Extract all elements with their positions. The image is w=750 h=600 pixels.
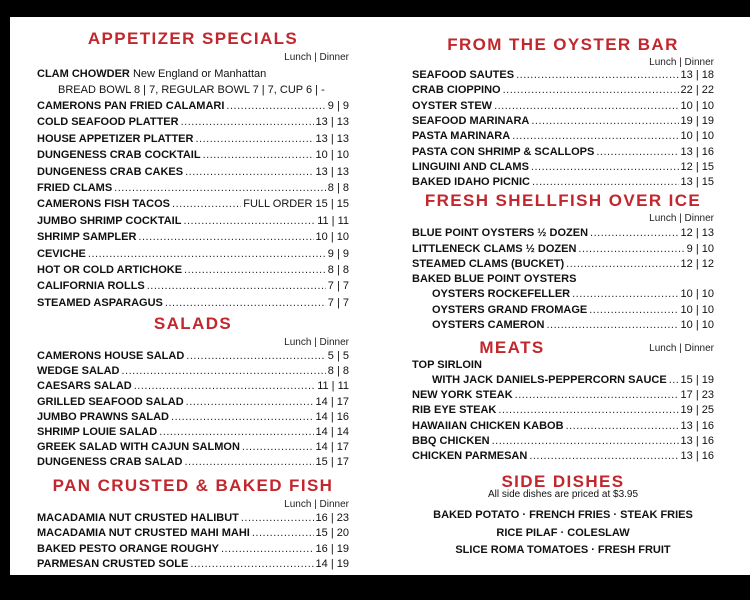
menu-item-name: CAMERONS HOUSE SALAD [37, 350, 185, 362]
menu-item-price: 7 | 7 [327, 296, 349, 309]
dot-leader [589, 303, 678, 317]
menu-item-name: BBQ CHICKEN [412, 434, 490, 447]
menu-item-price: 19 | 25 [680, 404, 714, 417]
menu-item-name: DUNGENESS CRAB COCKTAIL [37, 149, 201, 162]
menu-item-price: 9 | 10 [686, 242, 714, 255]
menu-item [412, 449, 714, 463]
menu-item [37, 557, 349, 571]
menu-item-name: SHRIMP SAMPLER [37, 231, 137, 244]
menu-item-name: RIB EYE STEAK [412, 404, 497, 417]
dot-leader [184, 455, 313, 469]
pan-crusted-fish-title: PAN CRUSTED & BAKED FISH [52, 476, 334, 495]
menu-item [412, 129, 714, 143]
menu-item-price: 13 | 16 [680, 145, 714, 158]
menu-item-price: 13 | 13 [315, 116, 349, 129]
lunch-dinner-label: Lunch | Dinner [649, 213, 714, 224]
menu-item [412, 287, 714, 301]
menu-item-price: 10 | 10 [315, 231, 349, 244]
menu-item [412, 419, 714, 433]
menu-item-price: 10 | 10 [680, 303, 714, 316]
dot-leader [242, 440, 314, 454]
dot-leader [532, 175, 679, 189]
menu-item-name: CAMERONS PAN FRIED CALAMARI [37, 100, 225, 112]
menu-item-price: 8 | 8 [327, 365, 349, 378]
menu-item-price: 16 | 23 [315, 512, 349, 524]
menu-item [37, 511, 349, 525]
dot-leader [578, 242, 684, 256]
menu-item-name: DUNGENESS CRAB CAKES [37, 165, 184, 178]
menu-item-name: SEAFOOD MARINARA [412, 114, 530, 127]
menu-item-name: JUMBO SHRIMP COCKTAIL [37, 214, 182, 227]
dot-leader [531, 160, 679, 174]
menu-item-price: 11 | 11 [317, 380, 349, 393]
dot-leader [529, 449, 678, 463]
menu-item-price: 10 | 10 [680, 130, 714, 143]
menu-item-name: OYSTER STEW [412, 99, 493, 112]
menu-page [10, 17, 750, 575]
menu-item-name: CRAB CIOPPINO [412, 84, 501, 97]
menu-item-price: 13 | 13 [315, 165, 349, 178]
menu-item-name: COLD SEAFOOD PLATTER [37, 116, 179, 129]
dot-leader [138, 230, 313, 244]
dot-leader [503, 83, 679, 97]
menu-item-name: LITTLENECK CLAMS ½ DOZEN [412, 242, 577, 255]
fresh-shellfish-title: FRESH SHELLFISH OVER ICE [424, 191, 702, 210]
menu-item [412, 318, 714, 332]
menu-item [412, 434, 714, 448]
appetizer-specials-title: APPETIZER SPECIALS [87, 29, 299, 48]
oyster-bar-title: FROM THE OYSTER BAR [447, 35, 679, 54]
dot-leader [165, 296, 326, 310]
menu-item-price: 10 | 10 [680, 288, 714, 300]
dot-leader [184, 263, 326, 277]
menu-item-name: MACADAMIA NUT CRUSTED HALIBUT [37, 512, 239, 524]
menu-item-name: SEAFOOD SAUTES [412, 69, 515, 81]
side-dishes-title: SIDE DISHES [501, 472, 625, 491]
menu-item-price: 14 | 14 [315, 426, 349, 438]
dot-leader [134, 379, 315, 393]
menu-item-price: 10 | 10 [680, 319, 714, 331]
menu-item-price: 17 | 23 [680, 389, 714, 401]
menu-item [37, 425, 349, 439]
menu-item-name: PASTA MARINARA [412, 130, 511, 143]
menu-item [37, 349, 349, 363]
dot-leader [147, 279, 326, 293]
menu-item-name: OYSTERS CAMERON [432, 319, 545, 331]
menu-item-price: 16 | 19 [315, 542, 349, 555]
clam-chowder-sizes: BREAD BOWL 8 | 7, REGULAR BOWL 7 | 7, CUP 6 | - [58, 84, 325, 96]
menu-item [412, 175, 714, 189]
lunch-dinner-label: Lunch | Dinner [649, 57, 714, 68]
menu-item-name: LINGUINI AND CLAMS [412, 160, 529, 173]
menu-item-price: 14 | 17 [315, 395, 349, 408]
dot-leader [190, 557, 313, 571]
side-dishes-note: All side dishes are priced at $3.95 [487, 489, 639, 500]
dot-leader [515, 388, 679, 402]
dot-leader [590, 226, 679, 240]
side-dishes-line-1: BAKED POTATO · FRENCH FRIES · STEAK FRIES [433, 509, 693, 521]
salads-title: SALADS [153, 314, 233, 333]
menu-item [37, 230, 349, 244]
lunch-dinner-label: Lunch | Dinner [649, 343, 714, 354]
menu-item-name: JUMBO PRAWNS SALAD [37, 410, 170, 423]
menu-item [37, 197, 349, 211]
dot-leader [114, 181, 326, 195]
dot-leader [498, 403, 678, 417]
menu-item [37, 364, 349, 378]
menu-item [37, 165, 349, 179]
menu-item [37, 395, 349, 409]
menu-item-name: MACADAMIA NUT CRUSTED MAHI MAHI [37, 527, 250, 540]
dot-leader [122, 364, 326, 378]
menu-item [412, 257, 714, 271]
dot-leader [203, 148, 314, 162]
dot-leader [186, 349, 325, 363]
lunch-dinner-label: Lunch | Dinner [284, 499, 349, 510]
menu-item-name: DUNGENESS CRAB SALAD [37, 456, 183, 469]
menu-item-price: 11 | 11 [317, 214, 349, 227]
dot-leader [181, 115, 314, 129]
menu-item [37, 263, 349, 277]
menu-item [412, 226, 714, 240]
dot-leader [572, 287, 678, 301]
baked-blue-point-oysters-header: BAKED BLUE POINT OYSTERS [412, 273, 577, 285]
dot-leader [492, 434, 679, 448]
menu-item-name: HOT OR COLD ARTICHOKE [37, 264, 183, 276]
menu-item-price: 13 | 18 [680, 69, 714, 81]
menu-item-price: 14 | 17 [315, 441, 349, 454]
menu-item-price: 8 | 8 [327, 182, 349, 194]
menu-item-name: BAKED PESTO ORANGE ROUGHY [37, 542, 219, 555]
menu-item-name: OYSTERS GRAND FROMAGE [432, 303, 588, 316]
menu-item [37, 99, 349, 113]
menu-item-price: 13 | 16 [680, 450, 714, 463]
menu-item [37, 379, 349, 393]
menu-item-clam-chowder: CLAM CHOWDER New England or Manhattan [37, 68, 267, 80]
side-dishes-line-3: SLICE ROMA TOMATOES · FRESH FRUIT [455, 544, 671, 556]
menu-item-name: STEAMED ASPARAGUS [37, 296, 163, 309]
dot-leader [183, 214, 315, 228]
menu-item [412, 83, 714, 97]
menu-item-name: BLUE POINT OYSTERS ½ DOZEN [412, 227, 589, 239]
menu-item-name: BAKED IDAHO PICNIC [412, 176, 530, 189]
menu-item [412, 68, 714, 82]
menu-item-name: CEVICHE [37, 247, 86, 260]
lunch-dinner-label: Lunch | Dinner [284, 337, 349, 348]
menu-item [412, 242, 714, 256]
menu-item-name: GREEK SALAD WITH CAJUN SALMON [37, 441, 240, 454]
menu-item-price: 7 | 7 [327, 280, 349, 293]
menu-item [412, 303, 714, 317]
dot-leader [186, 395, 314, 409]
menu-item-name: NEW YORK STEAK [412, 389, 513, 401]
menu-item-price: 12 | 12 [680, 258, 714, 270]
menu-item-name: PARMESAN CRUSTED SOLE [37, 557, 189, 570]
menu-item-name: HOUSE APPETIZER PLATTER [37, 132, 194, 145]
menu-item-price: 13 | 16 [680, 434, 714, 447]
dot-leader [221, 542, 314, 556]
menu-item-price: 10 | 10 [315, 149, 349, 162]
dot-leader [546, 318, 678, 332]
menu-item-name: CAESARS SALAD [37, 380, 132, 393]
dot-leader [512, 129, 678, 143]
lunch-dinner-label: Lunch | Dinner [284, 52, 349, 63]
menu-item [37, 542, 349, 556]
menu-item [37, 455, 349, 469]
menu-item [37, 115, 349, 129]
menu-item [412, 114, 714, 128]
menu-item-price: 8 | 8 [327, 264, 349, 276]
menu-item-price: 5 | 5 [327, 350, 349, 362]
menu-item [412, 403, 714, 417]
menu-item [412, 160, 714, 174]
menu-item-price: 13 | 15 [680, 176, 714, 189]
dot-leader [226, 99, 325, 113]
menu-item-name: SHRIMP LOUIE SALAD [37, 426, 158, 438]
menu-item [37, 440, 349, 454]
menu-item-price: 22 | 22 [680, 84, 714, 97]
dot-leader [195, 132, 313, 146]
menu-item-name: WEDGE SALAD [37, 365, 120, 378]
menu-item [37, 410, 349, 424]
dot-leader [566, 419, 679, 433]
menu-item [412, 145, 714, 159]
meats-title: MEATS [479, 338, 545, 357]
menu-item [37, 526, 349, 540]
dot-leader [494, 99, 678, 113]
menu-item [412, 99, 714, 113]
menu-item-price: 13 | 13 [315, 132, 349, 145]
menu-item-price: 13 | 16 [680, 419, 714, 432]
menu-item-price: 9 | 9 [327, 247, 349, 260]
menu-item-price: 10 | 10 [680, 99, 714, 112]
menu-item-name: STEAMED CLAMS (BUCKET) [412, 258, 565, 270]
dot-leader [171, 410, 314, 424]
menu-item-name: GRILLED SEAFOOD SALAD [37, 395, 184, 408]
dot-leader [252, 526, 314, 540]
menu-item [37, 214, 349, 228]
menu-item-name: FRIED CLAMS [37, 182, 113, 194]
menu-item-price: 12 | 13 [680, 227, 714, 239]
menu-item-price: 15 | 20 [315, 527, 349, 540]
menu-item-name: CALIFORNIA ROLLS [37, 280, 145, 293]
menu-item-price: 19 | 19 [680, 114, 714, 127]
dot-leader [531, 114, 678, 128]
menu-item-price: 14 | 16 [315, 410, 349, 423]
menu-item-price: 14 | 19 [315, 557, 349, 570]
menu-item-name: HAWAIIAN CHICKEN KABOB [412, 419, 564, 432]
dot-leader [159, 425, 313, 439]
menu-item-name: CAMERONS FISH TACOS [37, 198, 171, 211]
menu-item-sirloin: WITH JACK DANIELS-PEPPERCORN SAUCE ..... 15 | 19 [412, 373, 714, 387]
top-sirloin-header: TOP SIRLOIN [412, 359, 482, 371]
menu-item [37, 296, 349, 310]
dot-leader [596, 145, 678, 159]
menu-item-name: CHICKEN PARMESAN [412, 450, 528, 463]
menu-item-price: FULL ORDER 15 | 15 [243, 198, 349, 211]
menu-item-name: OYSTERS ROCKEFELLER [432, 288, 571, 300]
menu-item-price: 15 | 17 [315, 456, 349, 469]
menu-item [37, 279, 349, 293]
dot-leader [185, 165, 313, 179]
menu-item [37, 247, 349, 261]
dot-leader [516, 68, 678, 82]
menu-item-name: PASTA CON SHRIMP & SCALLOPS [412, 145, 595, 158]
dot-leader [88, 247, 326, 261]
dot-leader [241, 511, 314, 525]
menu-item [412, 388, 714, 402]
menu-item [37, 181, 349, 195]
menu-item [37, 132, 349, 146]
menu-item [37, 148, 349, 162]
side-dishes-line-2: RICE PILAF · COLESLAW [496, 527, 630, 539]
dot-leader [566, 257, 678, 271]
menu-item-price: 12 | 15 [680, 160, 714, 173]
menu-item-price: 9 | 9 [327, 100, 349, 112]
dot-leader [172, 197, 241, 211]
